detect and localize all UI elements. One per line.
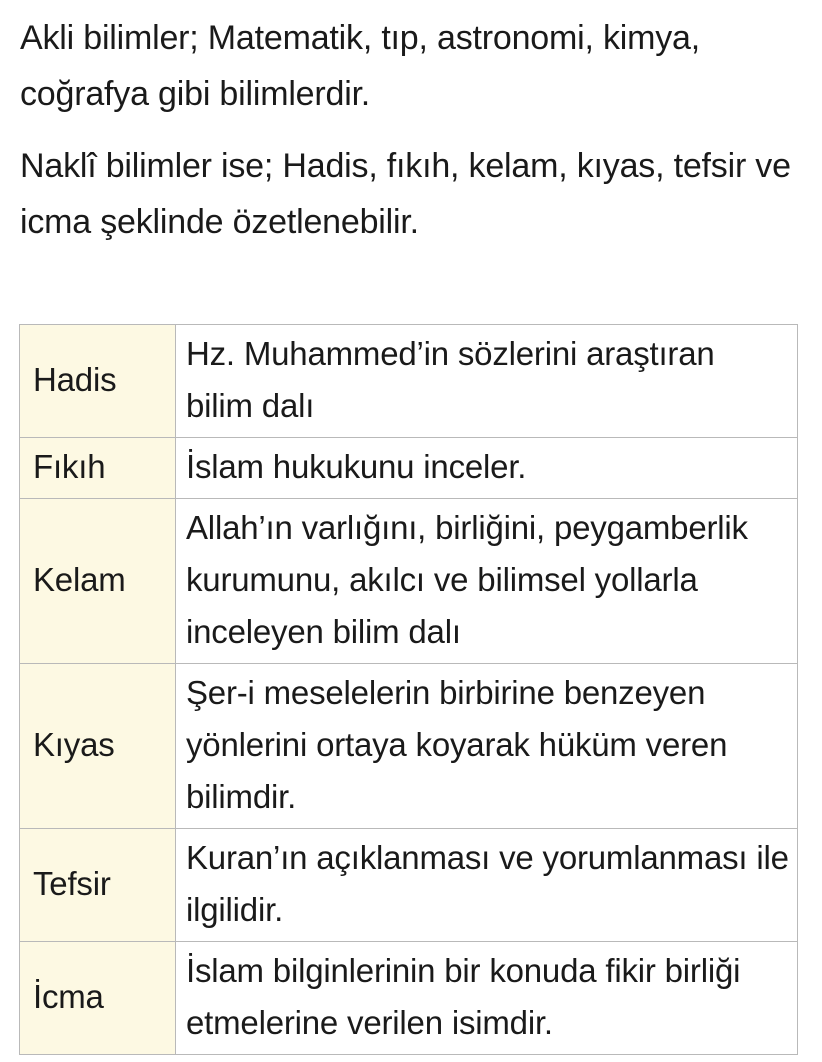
definition-cell: Allah’ın varlığını, birliğini, peygamberlik kurumunu, akılcı ve bilimsel yollarla inceleyen bilim dalı	[176, 499, 798, 664]
table-row	[20, 499, 798, 664]
intro-aqli-sciences: Akli bilimler; Matematik, tıp, astronomi, kimya, coğrafya gibi bilimlerdir.	[20, 19, 701, 113]
definition-cell: İslam hukukunu inceler.	[176, 438, 798, 499]
intro-naqli-sciences: Naklî bilimler ise; Hadis, fıkıh, kelam, kıyas, tefsir ve icma şeklinde özetlenebilir.	[20, 147, 791, 241]
table-row	[20, 829, 798, 942]
term-cell: Fıkıh	[20, 438, 176, 499]
table-row	[20, 325, 798, 438]
term-cell: Hadis	[20, 325, 176, 438]
term-cell: İcma	[20, 942, 176, 1055]
definition-cell: Şer-i meselelerin birbirine benzeyen yönlerini ortaya koyarak hüküm veren bilimdir.	[176, 664, 798, 829]
table-row	[20, 664, 798, 829]
term-cell: Kelam	[20, 499, 176, 664]
table-row	[20, 942, 798, 1055]
definition-cell: Hz. Muhammed’in sözlerini araştıran bilim dalı	[176, 325, 798, 438]
definition-cell: Kuran’ın açıklanması ve yorumlanması ile ilgilidir.	[176, 829, 798, 942]
table-row	[20, 438, 798, 499]
term-cell: Tefsir	[20, 829, 176, 942]
definition-cell: İslam bilginlerinin bir konuda fikir birliği etmelerine verilen isimdir.	[176, 942, 798, 1055]
term-cell: Kıyas	[20, 664, 176, 829]
naqli-sciences-table	[19, 324, 798, 1055]
